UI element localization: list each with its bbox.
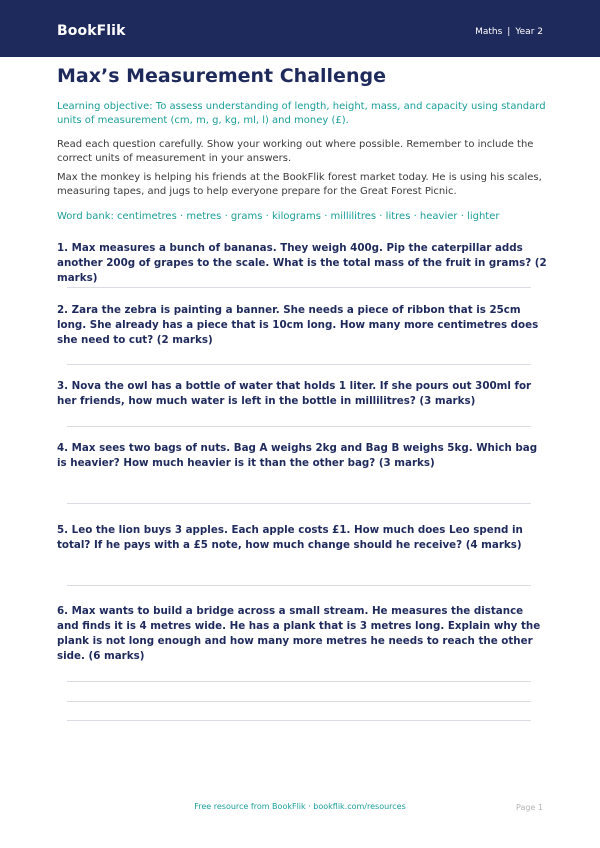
footer-credit: Free resource from BookFlik · bookflik.com/resources — [194, 802, 406, 811]
answer-line[interactable] — [67, 364, 531, 365]
page-number: Page 1 — [516, 803, 543, 812]
question-3: 3. Nova the owl has a bottle of water that holds 1 liter. If she pours out 300ml for her friends, how much water is left in the bottle in millilitres? (3 marks) — [57, 380, 532, 407]
page-title: Max’s Measurement Challenge — [57, 65, 386, 87]
question-2: 2. Zara the zebra is painting a banner. She needs a piece of ribbon that is 25cm long. She already has a piece that is 10cm long. How many more centimetres does she need to cut? (2 marks) — [57, 304, 539, 346]
answer-line[interactable] — [67, 701, 531, 702]
question-4: 4. Max sees two bags of nuts. Bag A weighs 2kg and Bag B weighs 5kg. Which bag is heavier? How much heavier is it than the other bag? (3 marks) — [57, 442, 538, 469]
answer-line[interactable] — [67, 585, 531, 586]
word-bank: Word bank: centimetres · metres · grams · kilograms · millilitres · litres · heavier · lighter — [57, 211, 500, 222]
answer-line[interactable] — [67, 287, 531, 288]
question-5: 5. Leo the lion buys 3 apples. Each apple costs £1. How much does Leo spend in total? If he pays with a £5 note, how much change should he receive? (4 marks) — [57, 524, 523, 551]
learning-objective: Learning objective: To assess understanding of length, height, mass, and capacity using standard units of measurement (cm, m, g, kg, ml, l) and money (£). — [57, 101, 546, 126]
answer-line[interactable] — [67, 681, 531, 682]
answer-line[interactable] — [67, 720, 531, 721]
story-text: Max the monkey is helping his friends at the BookFlik forest market today. He is using his scales, measuring tapes, and jugs to help everyone prepare for the Great Forest Picnic. — [57, 172, 542, 197]
question-6: 6. Max wants to build a bridge across a small stream. He measures the distance and finds it is 4 metres wide. He has a plank that is 3 metres long. Explain why the plank is not long enough and how many more metres he needs to reach the other side. (6 marks) — [57, 605, 541, 662]
header-meta — [475, 27, 543, 37]
answer-line[interactable] — [67, 426, 531, 427]
question-1: 1. Max measures a bunch of bananas. They weigh 400g. Pip the caterpillar adds another 200g of grapes to the scale. What is the total mass of the fruit in grams? (2 marks) — [57, 242, 547, 284]
meta-separator: | — [507, 27, 511, 37]
subject-label: Maths — [475, 27, 503, 37]
instructions-text: Read each question carefully. Show your working out where possible. Remember to include the correct units of measurement in your answers. — [57, 139, 534, 164]
header-bar — [0, 0, 600, 57]
year-label: Year 2 — [515, 27, 543, 37]
answer-line[interactable] — [67, 503, 531, 504]
brand-logo: BookFlik — [57, 23, 126, 39]
